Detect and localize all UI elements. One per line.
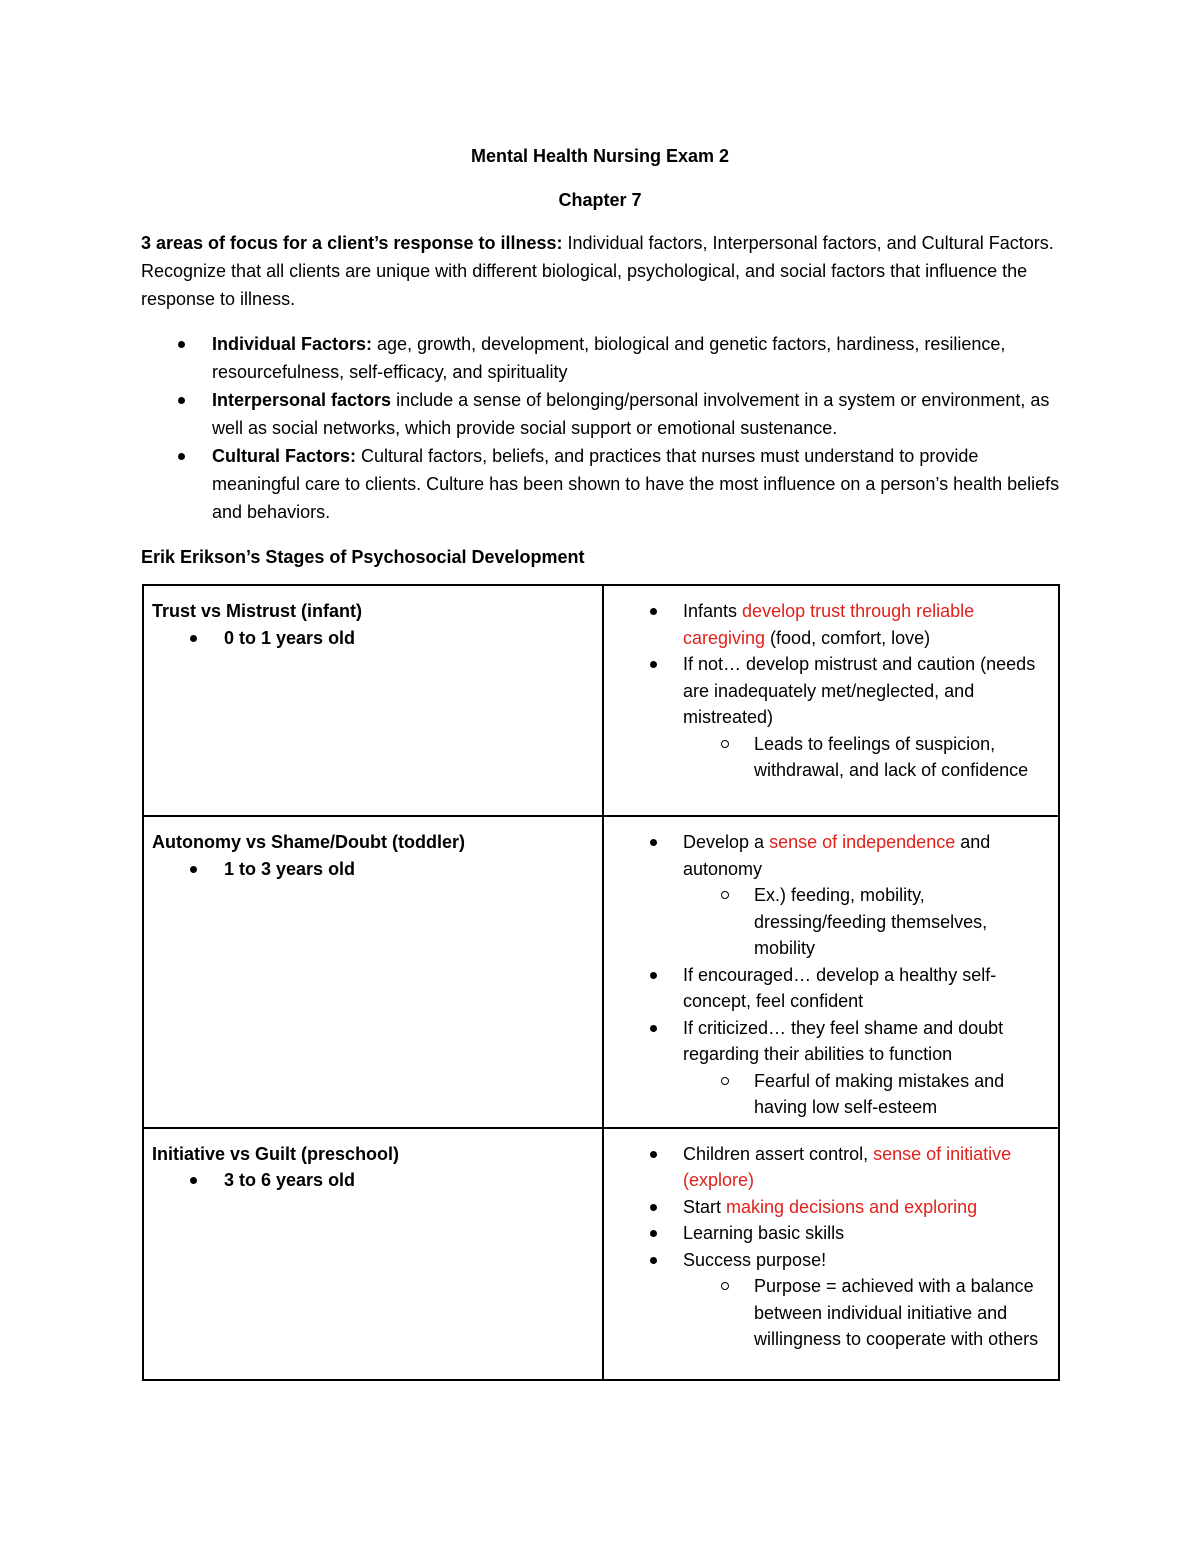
- sub-list: [683, 1273, 1050, 1353]
- factor-label: Cultural Factors:: [212, 446, 357, 466]
- list-item: [612, 1247, 1050, 1353]
- detail-text: Start: [683, 1196, 727, 1217]
- document-title: Mental Health Nursing Exam 2: [470, 146, 730, 166]
- sub-list-item: Ex.) feeding, mobility, dressing/feeding themselves, mobility: [683, 882, 1050, 962]
- detail-list: [612, 1141, 1050, 1353]
- detail-text: (food, comfort, love): [765, 627, 931, 648]
- list-item: [141, 330, 1061, 386]
- highlight-text: making decisions and exploring: [726, 1196, 978, 1217]
- factors-list: [141, 330, 1061, 526]
- detail-list: [612, 829, 1050, 1121]
- stage-cell: [143, 816, 603, 1128]
- chapter-title: Chapter 7: [558, 190, 642, 210]
- list-item: [612, 651, 1050, 784]
- sub-list-item: Purpose = achieved with a balance between individual initiative and willingness to cooperate with others: [683, 1273, 1050, 1353]
- sub-list: [683, 882, 1050, 962]
- intro-text: Individual factors, Interpersonal factors, and Cultural Factors. Recognize that all clients are unique with different biological, psychological, and social factors that influence the response to illness.: [141, 233, 1054, 309]
- sub-list: [683, 731, 1050, 784]
- sub-list-item: Leads to feelings of suspicion, withdrawal, and lack of confidence: [683, 731, 1050, 784]
- detail-text: If not… develop mistrust and caution (needs are inadequately met/neglected, and mistreated): [683, 654, 1036, 727]
- stage-name: Autonomy vs Shame/Doubt (toddler): [152, 832, 466, 852]
- factor-label: Individual Factors:: [212, 334, 373, 354]
- stage-age: 0 to 1 years old: [152, 625, 594, 652]
- detail-text: Children assert control,: [683, 1143, 874, 1164]
- list-item: [612, 598, 1050, 651]
- detail-list: [612, 598, 1050, 784]
- factor-text: age, growth, development, biological and genetic factors, hardiness, resilience, resourcefulness, self-efficacy, and spirituality: [212, 334, 1006, 382]
- list-item: [612, 1194, 1050, 1221]
- list-item: Learning basic skills: [612, 1220, 1050, 1247]
- list-item: [141, 386, 1061, 442]
- stage-cell: [143, 585, 603, 816]
- stage-name: Initiative vs Guilt (preschool): [152, 1143, 400, 1164]
- stage-cell: [143, 1128, 603, 1380]
- detail-text: and autonomy: [683, 832, 991, 879]
- detail-text: Infants: [683, 601, 743, 621]
- list-item: [612, 1141, 1050, 1194]
- list-item: [141, 442, 1061, 526]
- stage-details-cell: [603, 816, 1059, 1128]
- list-item: If encouraged… develop a healthy self-concept, feel confident: [612, 962, 1050, 1015]
- intro-lead: 3 areas of focus for a client’s response to illness:: [141, 233, 563, 253]
- highlight-text: develop trust through reliable caregiving: [683, 601, 975, 648]
- detail-text: If criticized… they feel shame and doubt regarding their abilities to function: [683, 1017, 1004, 1064]
- table-row: [143, 1128, 1059, 1380]
- detail-text: Success purpose!: [683, 1249, 827, 1270]
- intro-paragraph: [141, 229, 1061, 313]
- list-item: [612, 1015, 1050, 1121]
- factor-label: Interpersonal factors: [212, 390, 392, 410]
- factor-text: include a sense of belonging/personal involvement in a system or environment, as well as social networks, which provide social support or emotional sustenance.: [212, 390, 1050, 438]
- table-row: [143, 816, 1059, 1128]
- stage-name: Trust vs Mistrust (infant): [152, 601, 363, 621]
- list-item: [612, 829, 1050, 962]
- stage-details-cell: [603, 1128, 1059, 1380]
- sub-list-item: Fearful of making mistakes and having low self-esteem: [683, 1068, 1050, 1121]
- detail-text: Develop a: [683, 832, 770, 852]
- stage-age: 1 to 3 years old: [152, 856, 594, 883]
- stage-age: 3 to 6 years old: [152, 1167, 594, 1194]
- sub-list: [683, 1068, 1050, 1121]
- stages-table: [142, 584, 1060, 1381]
- stage-details-cell: [603, 585, 1059, 816]
- highlight-text: sense of independence: [769, 832, 956, 852]
- highlight-text: sense of initiative (explore): [683, 1143, 1012, 1190]
- section-heading: Erik Erikson’s Stages of Psychosocial Development: [141, 547, 585, 567]
- table-row: [143, 585, 1059, 816]
- factor-text: Cultural factors, beliefs, and practices that nurses must understand to provide meaningful care to clients. Culture has been shown to have the most influence on a person’s health beliefs and behaviors.: [212, 446, 1060, 522]
